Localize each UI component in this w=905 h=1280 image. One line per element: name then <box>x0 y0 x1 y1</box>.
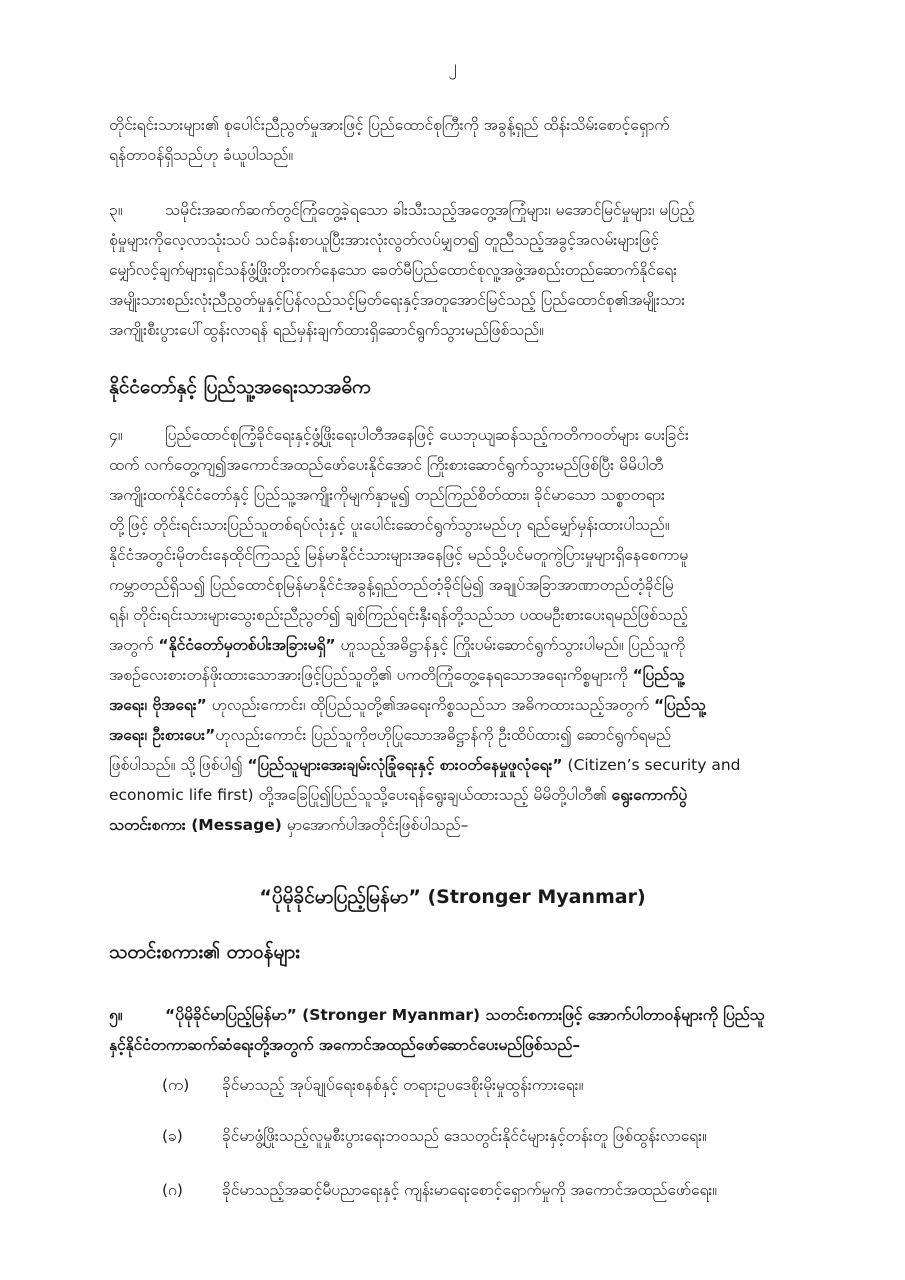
paragraph-5 <box>109 1000 851 1060</box>
text-line: တို့ဖြင့် တိုင်းရင်းသားပြည်သူတစ်ရပ်လုံးနှင့် ပူးပေါင်းဆောင်ရွက်သွားမည်ဟု ရည်မျှော်မှန်းထားပါသည်။ <box>109 516 670 534</box>
text-span: ဖြစ်ပါသည်။ သို့ဖြစ်ပါ၍ <box>109 756 248 774</box>
text-line <box>109 750 851 780</box>
bold-phrase: သတင်းစကား (Message) <box>109 816 282 834</box>
text-line: အမျိုးသားစည်းလုံးညီညွတ်မှုနှင့်ပြန်လည်သင့်မြတ်ရေးနှင့်အတူအောင်မြင်သည့် ပြည်ထောင်စု၏အမျိုးသား <box>109 291 686 309</box>
text-line: ရန်၊ တိုင်းရင်းသားများသွေးစည်းညီညွတ်၍ ချစ်ကြည်ရင်းနှီးရန်တို့သည်သာ ပထမဦးစားပေးရမည်ဖြစ်သည့် <box>109 606 688 624</box>
text-span: ဟုလည်းကောင်း ပြည်သူကိုဗဟိုပြုသောအဓိဋ္ဌာန်ကို ဦးထိပ်ထား၍ ဆောင်ရွက်ရမည် <box>215 726 672 744</box>
text-line: နိုင်ငံအတွင်းမိုတင်းနေထိုင်ကြသည့် မြန်မာနိုင်ငံသားများအနေဖြင့် မည်သို့ပင်မတူကွဲပြားမှုများရှိနေစေကာမူ <box>109 546 689 564</box>
bold-phrase: ရွေးကောက်ပွဲ <box>611 786 688 804</box>
text-span: ဟုလည်းကောင်း၊ ထိုပြည်သူတို့၏အရေးကိစ္စသည်သာ အဓိကထားသည့်အတွက် <box>206 696 654 714</box>
slogan-heading: “ပိုမိုခိုင်မာပြည့်မြန်မာ” (Stronger Myanmar) <box>259 886 646 908</box>
text-span: ပြည်ထောင်စုကြံ့ခိုင်ရေးနှင့်ဖွံ့ဖြိုးရေးပါတီအနေဖြင့် ယေဘုယျဆန်သည့်ကတိကဝတ်များ ပေးခြင်း <box>165 426 689 444</box>
list-item-text: ခိုင်မာဖွံ့ဖြိုးသည့်လူမှုစီးပွားရေးဘဝသည် ဒေသတွင်းနိုင်ငံများနှင့်တန်းတူ ဖြစ်ထွန်းလာရေး။ <box>222 1127 707 1145</box>
list-item-label: (ဂ) <box>162 1181 183 1199</box>
list-item <box>162 1180 717 1203</box>
list-item-text: ခိုင်မာသည့် အုပ်ချုပ်ရေးစနစ်နှင့် တရားဥပဒေစိုးမိုးမှုထွန်းကားရေး။ <box>222 1076 584 1094</box>
text-line: ကမ္ဘာတည်ရှိသ၍ ပြည်ထောင်စုမြန်မာနိုင်ငံအခွန့်ရှည်တည်တံ့ခိုင်မြဲ၍ အချုပ်အခြာအာဏာတည်တံ့ခိုင်မြဲ <box>109 576 674 594</box>
text-line: မျှော်လင့်ချက်များရှင်သန်ဖွံ့ဖြိုးတိုးတက်နေသော ခေတ်မီပြည်ထောင်စုလူ့အဖွဲ့အစည်းတည်ဆောက်နိုင်ရေး <box>109 261 678 279</box>
text-line <box>109 720 851 750</box>
text-line: နှင့်နိုင်ငံတကာဆက်ဆံရေးတို့အတွက် အကောင်အထည်ဖော်ဆောင်ပေးမည်ဖြစ်သည်– <box>109 1036 581 1054</box>
list-item-label: (ခ) <box>162 1127 183 1145</box>
paragraph-4 <box>109 420 851 840</box>
bold-phrase: “ပြည်သူများအေးချမ်းလုံခြုံရေးနှင့် စားဝတ်နေမှုဖူလုံရေး” <box>247 756 563 774</box>
bold-phrase: အရေး၊ ဦးစားပေး” <box>109 726 216 744</box>
text-span: ဟူသည့်အဓိဋ္ဌာန်နှင့် ကြိုးပမ်းဆောင်ရွက်သွားပါမည်။ ပြည်သူကို <box>335 636 686 654</box>
text-line <box>109 1000 851 1030</box>
text-line: ရန်တာဝန်ရှိသည်ဟု ခံယူပါသည်။ <box>109 146 294 164</box>
page-number: ၂ <box>448 57 457 77</box>
text-line <box>109 630 851 660</box>
text-span: (Citizen’s security and <box>562 756 741 774</box>
text-line <box>109 780 851 810</box>
paragraph-number: ၅။ <box>109 1006 123 1024</box>
list-item-label: (က) <box>162 1076 190 1094</box>
text-line: စုံမှုများကိုလေ့လာသုံးသပ် သင်ခန်းစာယူပြီးအားလုံးလွတ်လပ်မျှတ၍ တူညီသည့်အခွင့်အလမ်းများဖြင့် <box>109 231 659 249</box>
text-line: အကျိုးထက်နိုင်ငံတော်နှင့် ပြည်သူ့အကျိုးကိုမျက်နှာမူ၍ တည်ကြည်စိတ်ထား၊ ခိုင်မာသော သစ္စာတရား <box>109 486 665 504</box>
list-item <box>162 1126 707 1149</box>
section-heading: နိုင်ငံတော်နှင့် ပြည်သူ့အရေးသာအဓိက <box>109 376 371 398</box>
text-line: ထက် လက်တွေ့ကျ၍အကောင်အထည်ဖော်ပေးနိုင်အောင် ကြိုးစားဆောင်ရွက်သွားမည်ဖြစ်ပြီး မိမိပါတီ <box>109 456 664 474</box>
text-span: economic life first) တို့အခြေပြု၍ပြည်သူသို့ပေးရန်ရွေးချယ်ထားသည့် မိမိတို့ပါတီ၏ <box>109 786 612 804</box>
list-item-text: ခိုင်မာသည့်အဆင့်မီပညာရေးနှင့် ကျန်းမာရေးစောင့်ရှောက်မှုကို အကောင်အထည်ဖော်ရေး။ <box>222 1181 718 1199</box>
section-heading: သတင်းစကား၏ တာဝန်များ <box>109 941 300 963</box>
text-span: “ပိုမိုခိုင်မာပြည့်မြန်မာ” (Stronger Myanmar) သတင်းစကားဖြင့် အောက်ပါတာဝန်များကို ပြည်သူ <box>165 1006 765 1024</box>
text-line <box>109 420 851 450</box>
text-line <box>109 810 851 840</box>
paragraph-3 <box>109 195 851 345</box>
text-line <box>109 690 851 720</box>
text-line: အကျိုးစီးပွားပေါ်ထွန်းလာရန် ရည်မှန်းချက်ထားရှိဆောင်ရွက်သွားမည်ဖြစ်သည်။ <box>109 321 544 339</box>
bold-phrase: အရေး၊ ဗိုအရေး” <box>109 696 207 714</box>
list-item <box>162 1075 583 1098</box>
text-span: မှာအောက်ပါအတိုင်းဖြစ်ပါသည်– <box>281 816 469 834</box>
paragraph-number: ၃။ <box>109 201 123 219</box>
bold-phrase: “နိုင်ငံတော်မှတစ်ပါးအခြားမရှိ” <box>158 636 336 654</box>
text-span: အစဉ်လေးစားတန်ဖိုးထားသောအားဖြင့်ပြည်သူတို့၏ ပကတိကြုံတွေ့နေရသောအရေးကိစ္စများကို <box>109 666 633 684</box>
text-span: သမိုင်းအဆက်ဆက်တွင်ကြုံတွေ့ခဲ့ရသော ခါးသီးသည့်အတွေ့အကြုံများ၊ မအောင်မြင်မှုများ၊ မပြည့် <box>165 201 695 219</box>
intro-paragraph <box>109 110 851 170</box>
bold-phrase: “ပြည်သူ့ <box>653 696 706 714</box>
bold-phrase: “ပြည်သူ့ <box>632 666 685 684</box>
text-line: တိုင်းရင်းသားများ၏ စုပေါင်းညီညွတ်မှုအားဖြင့် ပြည်ထောင်စုကြီးကို အခွန့်ရှည် ထိန်းသိမ်းစောင့်ရှောက် <box>109 116 670 134</box>
text-line <box>109 660 851 690</box>
paragraph-number: ၄။ <box>109 426 123 444</box>
text-span: အတွက် <box>109 636 159 654</box>
text-line <box>109 195 851 225</box>
